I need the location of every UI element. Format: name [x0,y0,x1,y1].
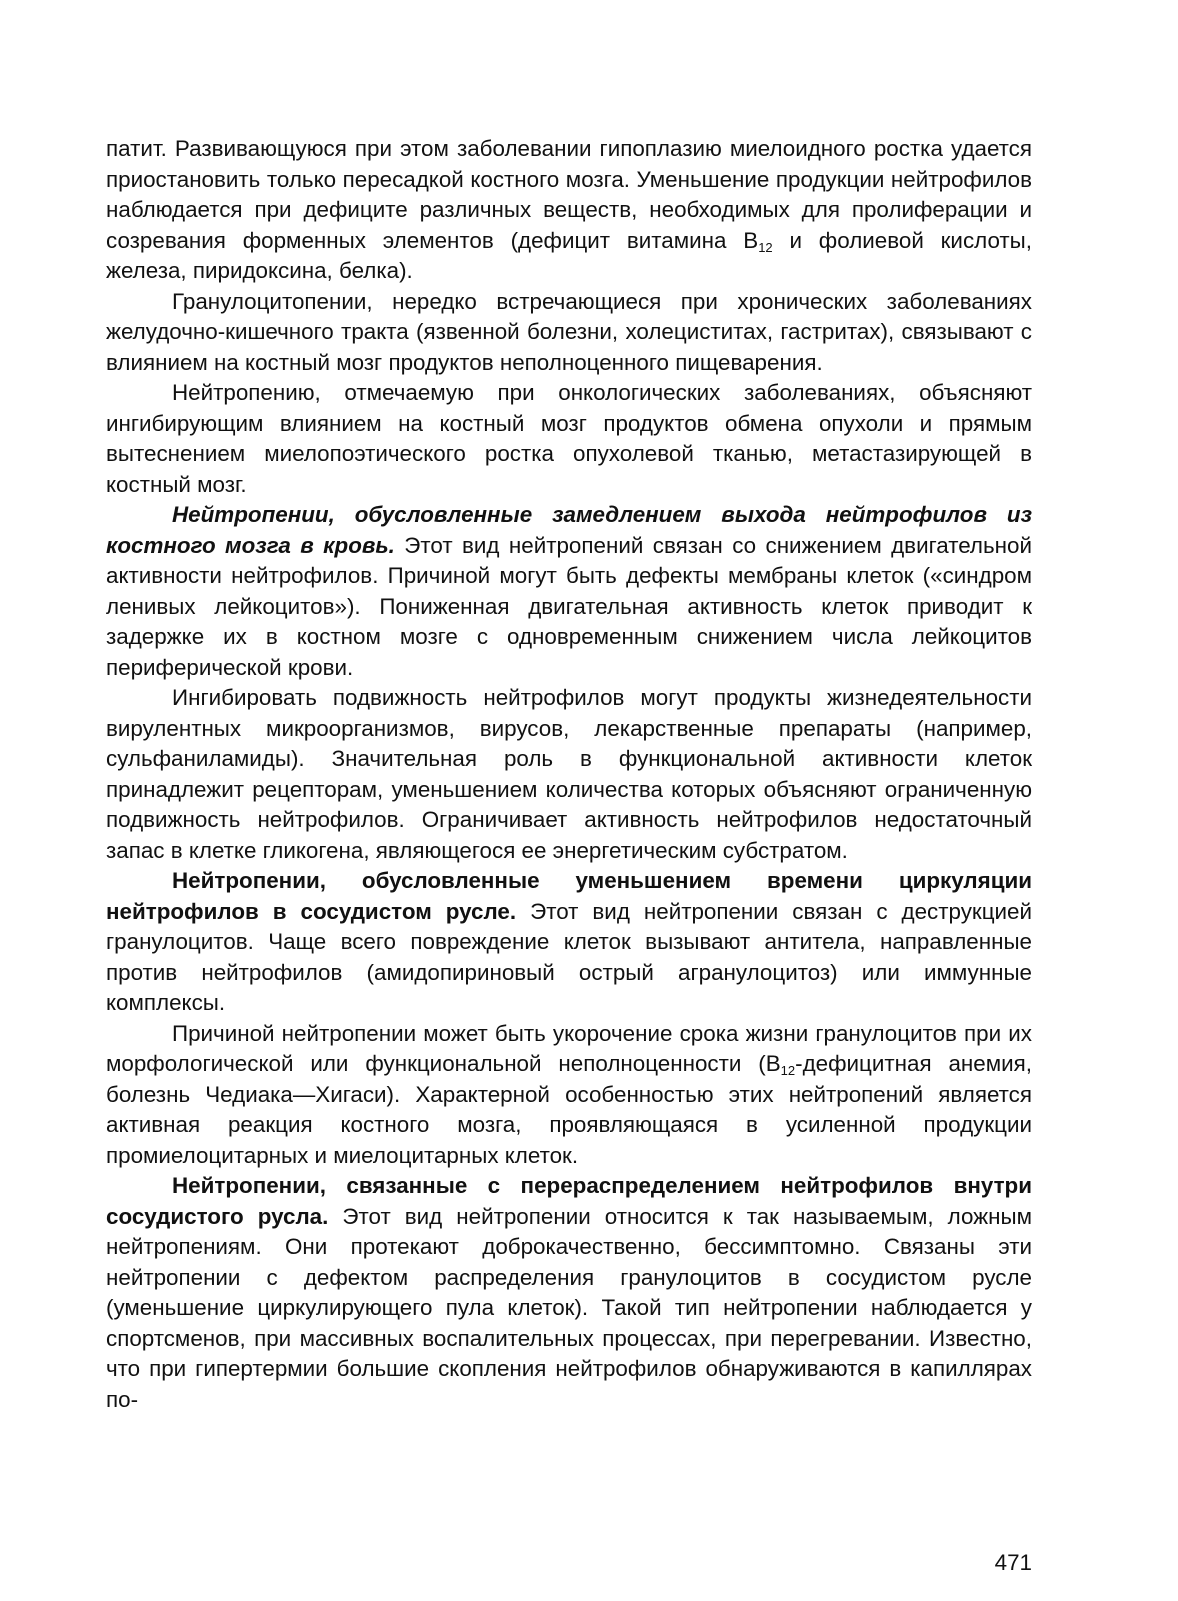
paragraph-text: Ингибировать подвижность нейтрофилов могут продукты жизнедеятельности вирулентных микроорганизмов, вирусов, лекарственные препараты (например, сульфаниламиды). Значительная роль в функциональной активности клеток принадлежит рецепторам, уменьшением количества которых объясняют ограниченную подвижность нейтрофилов. Ограничивает активность нейтрофилов недостаточный запас в клетке гликогена, являющегося ее энергетическим субстратом. [106,685,1032,863]
paragraph-text: Гранулоцитопении, нередко встречающиеся при хронических заболеваниях желудочно-кишечного тракта (язвенной болезни, холециститах, гастритах), связывают с влиянием на костный мозг продуктов неполноценного пищеварения. [106,288,1032,375]
paragraph-text: -дефицитная анемия, болезнь Чедиака—Хигаси). Характерной особенностью этих нейтропений является активная реакция костного мозга, проявляющаяся в усиленной продукции промиелоцитарных и миелоцитарных клеток. [106,1051,1032,1168]
section-lead: Нейтропении, обусловленные уменьшением времени циркуляции нейтрофилов в сосудистом русле. [106,868,1032,924]
paragraph [106,1019,1032,1172]
section-lead: Нейтропении, обусловленные замедлением выхода нейтрофилов из костного мозга в кровь. [106,502,1032,558]
paragraph [106,866,1032,1019]
section-lead: Нейтропении, связанные с перераспределением нейтрофилов внутри сосудистого русла. [106,1173,1032,1229]
paragraph [106,1171,1032,1415]
subscript: 12 [758,239,773,255]
paragraph [106,287,1032,379]
paragraph [106,378,1032,500]
paragraph-text: Этот вид нейтропении относится к так называемым, ложным нейтропениям. Они протекают доброкачественно, бессимптомно. Связаны эти нейтропении с дефектом распределения гранулоцитов в сосудистом русле (уменьшение циркулирующего пула клеток). Такой тип нейтропении наблюдается у спортсменов, при массивных воспалительных процессах, при перегревании. Известно, что при гипертермии большие скопления нейтрофилов обнаруживаются в капиллярах по- [106,1203,1032,1412]
subscript: 12 [780,1063,796,1078]
paragraph-text: Этот вид нейтропений связан со снижением двигательной активности нейтрофилов. Причиной могут быть дефекты мембраны клеток («синдром ленивых лейкоцитов»). Пониженная двигательная активность клеток приводит к задержке их в костном мозге с одновременным снижением числа лейкоцитов периферической крови. [106,532,1032,680]
paragraph [106,500,1032,683]
paragraph-text: Нейтропению, отмечаемую при онкологических заболеваниях, объясняют ингибирующим влиянием на костный мозг продуктов обмена опухоли и прямым вытеснением миелопоэтического ростка опухолевой тканью, метастазирующей в костный мозг. [106,380,1032,497]
page-body [106,134,1032,1415]
paragraph-text: и фолиевой кислоты, железа, пиридоксина, белка). [106,227,1032,283]
paragraph-text: патит. Развивающуюся при этом заболевании гипоплазию миелоидного ростка удается приостановить только пересадкой костного мозга. Уменьшение продукции нейтрофилов наблюдается при дефиците различных веществ, необходимых для пролиферации и созревания форменных элементов (дефицит витамина B [106,136,1032,253]
paragraph [106,683,1032,866]
paragraph-text: Причиной нейтропении может быть укорочение срока жизни гранулоцитов при их морфологической или функциональной неполноценности (B [106,1020,1032,1076]
page-number: 471 [994,1550,1032,1575]
paragraph [106,134,1032,287]
paragraph-text: Этот вид нейтропении связан с деструкцией гранулоцитов. Чаще всего повреждение клеток вызывают антитела, направленные против нейтрофилов (амидопириновый острый агранулоцитоз) или иммунные комплексы. [106,898,1032,1015]
